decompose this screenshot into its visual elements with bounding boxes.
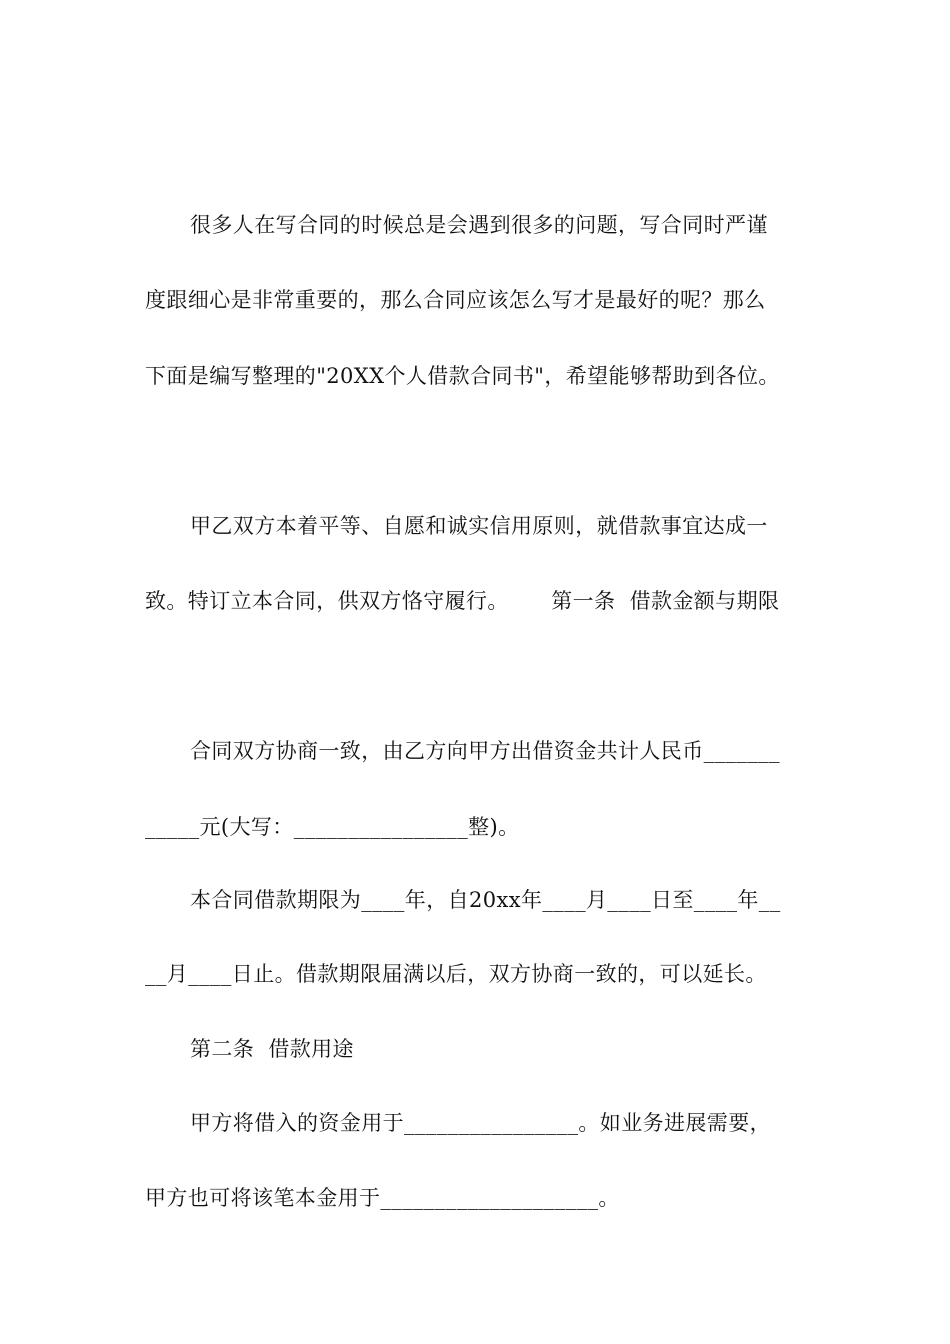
term-line-2: __月____日止。借款期限届满以后，双方协商一致的，可以延长。 (145, 962, 767, 986)
principle-line-2: 致。特订立本合同，供双方恪守履行。 第一条 借款金额与期限 (145, 589, 780, 613)
intro-line-1: 很多人在写合同的时候总是会遇到很多的问题，写合同时严谨 (190, 213, 768, 237)
principle-line-1: 甲乙双方本着平等、自愿和诚实信用原则，就借款事宜达成一 (190, 514, 768, 538)
article-2-heading: 第二条 借款用途 (190, 1037, 354, 1061)
intro-line-3: 下面是编写整理的"20XX个人借款合同书"，希望能够帮助到各位。 (145, 364, 780, 388)
amount-line-2: _____元(大写：________________整)。 (145, 815, 520, 839)
intro-line-2: 度跟细心是非常重要的，那么合同应该怎么写才是最好的呢？那么 (145, 288, 766, 312)
amount-line-1: 合同双方协商一致，由乙方向甲方出借资金共计人民币_______ (190, 739, 780, 763)
purpose-line-2: 甲方也可将该笔本金用于____________________。 (145, 1186, 620, 1210)
purpose-line-1: 甲方将借入的资金用于________________。如业务进展需要， (190, 1111, 771, 1135)
term-line-1: 本合同借款期限为____年，自20xx年____月____日至____年__ (190, 888, 781, 912)
